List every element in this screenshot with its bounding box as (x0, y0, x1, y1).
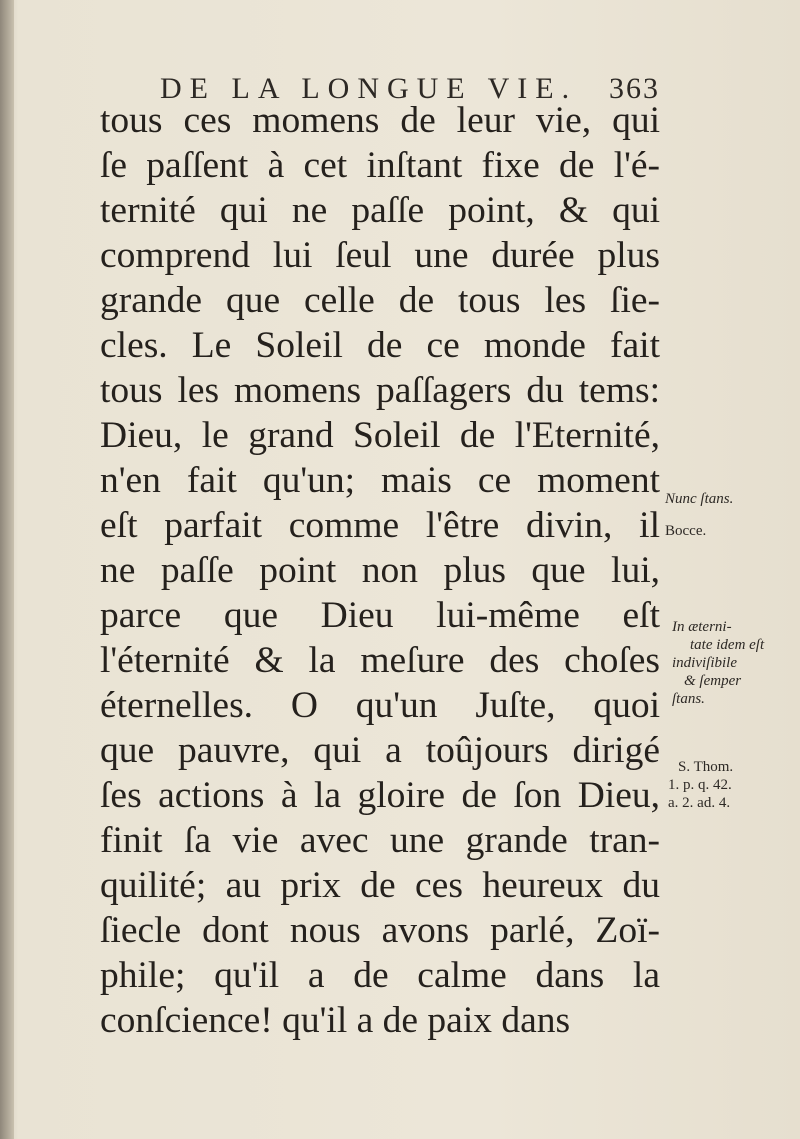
text-line: ſes actions à la gloire de ſon Dieu, (100, 775, 660, 816)
margin-note-aeternitate (672, 618, 764, 708)
text-line: n'en fait qu'un; mais ce moment (100, 460, 660, 501)
text-line: ne paſſe point non plus que lui, (100, 550, 660, 591)
margin-note-bocce (665, 522, 706, 540)
text-line: ſiecle dont nous avons parlé, Zoï- (100, 910, 660, 951)
margin-note-nunc-stans (665, 490, 733, 508)
margin-note-line: 1. p. q. 42. (668, 777, 732, 793)
margin-note-line: Bocce. (665, 523, 707, 539)
text-line: l'éternité & la meſure des choſes (100, 640, 660, 681)
margin-note-line: tate idem eſt (690, 637, 765, 653)
text-line: conſcience! qu'il a de paix dans (100, 1000, 571, 1041)
text-line: comprend lui ſeul une durée plus (100, 235, 660, 276)
text-line: ſe paſſent à cet inſtant fixe de l'é- (100, 145, 660, 186)
margin-note-line: a. 2. ad. 4. (668, 795, 731, 811)
text-line: quilité; au prix de ces heureux du (100, 865, 660, 906)
margin-note-line: & ſemper (684, 673, 742, 689)
text-line: parce que Dieu lui-même eſt (100, 595, 660, 636)
margin-note-line: indiviſibile (672, 655, 737, 671)
text-line: ternité qui ne paſſe point, & qui (100, 190, 660, 231)
margin-note-line: Nunc ſtans. (665, 491, 734, 507)
text-line: tous ces momens de leur vie, qui (100, 100, 660, 141)
body-text (100, 98, 660, 1043)
text-line: éternelles. O qu'un Juſte, quoi (100, 685, 660, 726)
page-gutter (0, 0, 14, 1139)
margin-note-line: In æterni- (672, 619, 732, 635)
running-head-title: DE LA LONGUE VIE. (160, 72, 578, 105)
text-line: grande que celle de tous les ſie- (100, 280, 660, 321)
text-line: que pauvre, qui a toûjours dirigé (100, 730, 660, 771)
text-line: tous les momens paſſagers du tems: (100, 370, 660, 411)
text-line: eſt parfait comme l'être divin, il (100, 505, 660, 546)
page-number: 363 (609, 72, 660, 105)
margin-note-line: S. Thom. (678, 759, 734, 775)
text-line: cles. Le Soleil de ce monde fait (100, 325, 660, 366)
margin-note-thomas (668, 758, 733, 812)
margin-note-line: ſtans. (672, 691, 705, 707)
text-line: phile; qu'il a de calme dans la (100, 955, 660, 996)
text-line: Dieu, le grand Soleil de l'Eternité, (100, 415, 660, 456)
text-line: finit ſa vie avec une grande tran- (100, 820, 660, 861)
